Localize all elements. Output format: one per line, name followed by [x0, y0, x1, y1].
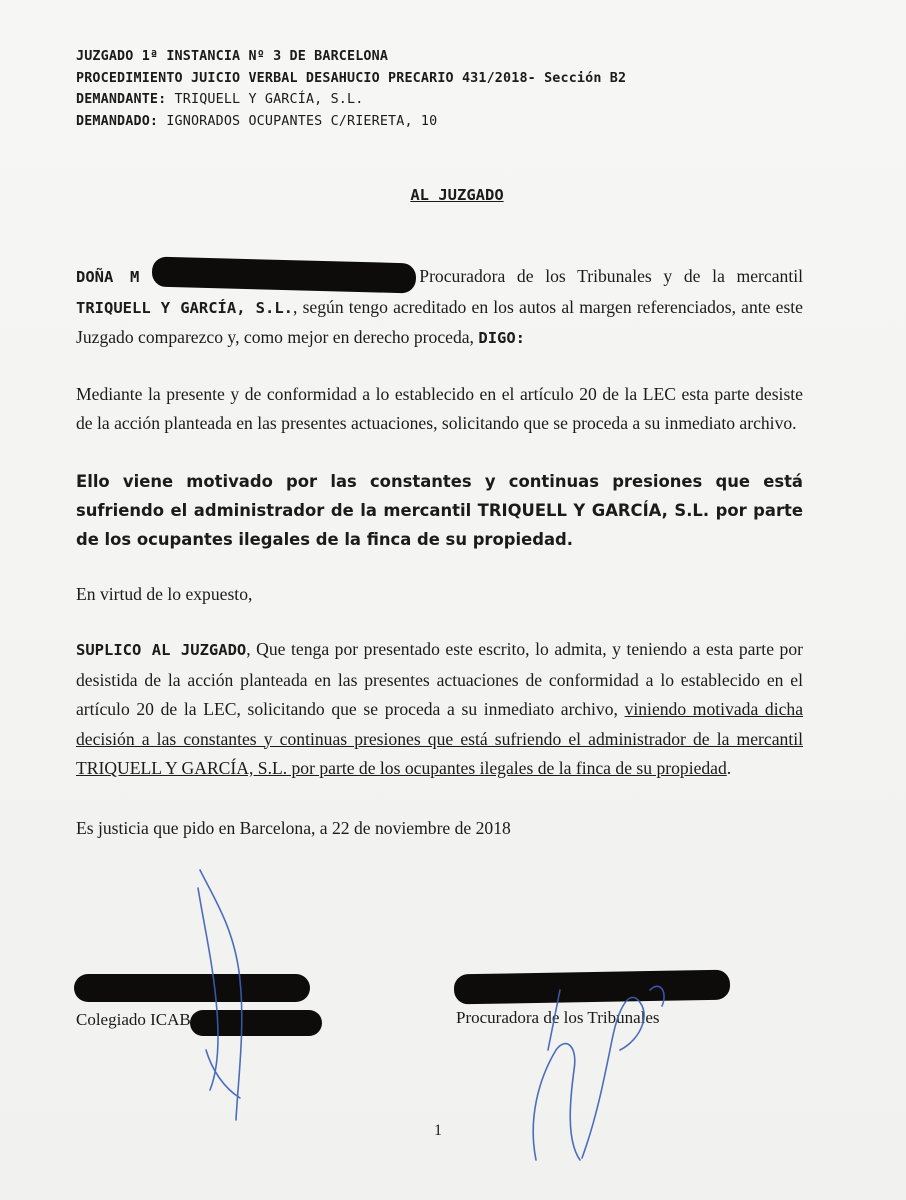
suplico-text: , Que tenga por presentado este escrito, lo admita, y teniendo a esta parte por desistida de la acción planteada en las presentes actuaciones de conformidad a lo establecido en el artículo 20 de la LEC, solicitando que se proceda a su inmediato archivo,	[76, 639, 803, 719]
paragraph-virtud: En virtud de lo expuesto,	[76, 583, 253, 604]
case-header	[76, 46, 626, 132]
paragraph-desistimiento: Mediante la presente y de conformidad a lo establecido en el artículo 20 de la LEC esta parte desiste de la acción planteada en las presentes actuaciones, solicitando que se proceda a su inmediato archivo.	[76, 383, 803, 433]
closing-line: Es justicia que pido en Barcelona, a 22 de noviembre de 2018	[76, 817, 511, 838]
digo-label: DIGO:	[478, 329, 526, 347]
suplico-underlined: viniendo motivada dicha decisión a las constantes y continuas presiones que está sufriendo el administrador de la mercantil TRIQUELL Y GARCÍA, S.L. por parte de los ocupantes ilegales de la finca de su propiedad	[76, 699, 804, 778]
paragraph-motivo: Ello viene motivado por las constantes y continuas presiones que está sufriendo el administrador de la mercantil TRIQUELL Y GARCÍA, S.L. por parte de los ocupantes ilegales de la finca de su propiedad.	[76, 471, 803, 549]
right-signature-stroke-a	[533, 1044, 580, 1160]
left-signature-label: Colegiado ICAB	[76, 1010, 191, 1029]
page-number: 1	[434, 1122, 442, 1139]
paragraph-suplico	[76, 635, 803, 784]
plaintiff-line	[76, 89, 626, 111]
document-body	[76, 262, 803, 843]
salutation: DOÑA M	[76, 268, 140, 286]
right-signature-label: Procuradora de los Tribunales	[456, 1008, 660, 1027]
suplico-label: SUPLICO AL JUZGADO	[76, 641, 247, 659]
intro-text: Procuradora de los Tribunales y de la mercantil	[419, 266, 803, 286]
intro-rest: , según tengo acreditado en los autos al margen referenciados, ante este Juzgado comparezco y, como mejor en derecho proceda,	[76, 296, 803, 347]
plaintiff-label: DEMANDANTE:	[76, 92, 167, 107]
redaction-left-signature-name	[74, 974, 310, 1002]
defendant-line	[76, 111, 626, 133]
suplico-end: .	[726, 758, 732, 778]
plaintiff-value: TRIQUELL Y GARCÍA, S.L.	[166, 92, 364, 107]
redaction-right-signature-name	[454, 970, 730, 1005]
document-title: AL JUZGADO	[410, 186, 504, 204]
defendant-label: DEMANDADO:	[76, 113, 159, 129]
left-signature-stroke-c	[206, 1050, 240, 1098]
court-line: JUZGADO 1ª INSTANCIA Nº 3 DE BARCELONA	[76, 49, 389, 64]
redaction-icab-number	[190, 1010, 322, 1036]
company-name: TRIQUELL Y GARCÍA, S.L.	[76, 298, 293, 317]
procedure-line: PROCEDIMIENTO JUICIO VERBAL DESAHUCIO PRECARIO 431/2018- Sección B2	[76, 70, 627, 86]
defendant-value: IGNORADOS OCUPANTES C/RIERETA, 10	[158, 113, 438, 129]
